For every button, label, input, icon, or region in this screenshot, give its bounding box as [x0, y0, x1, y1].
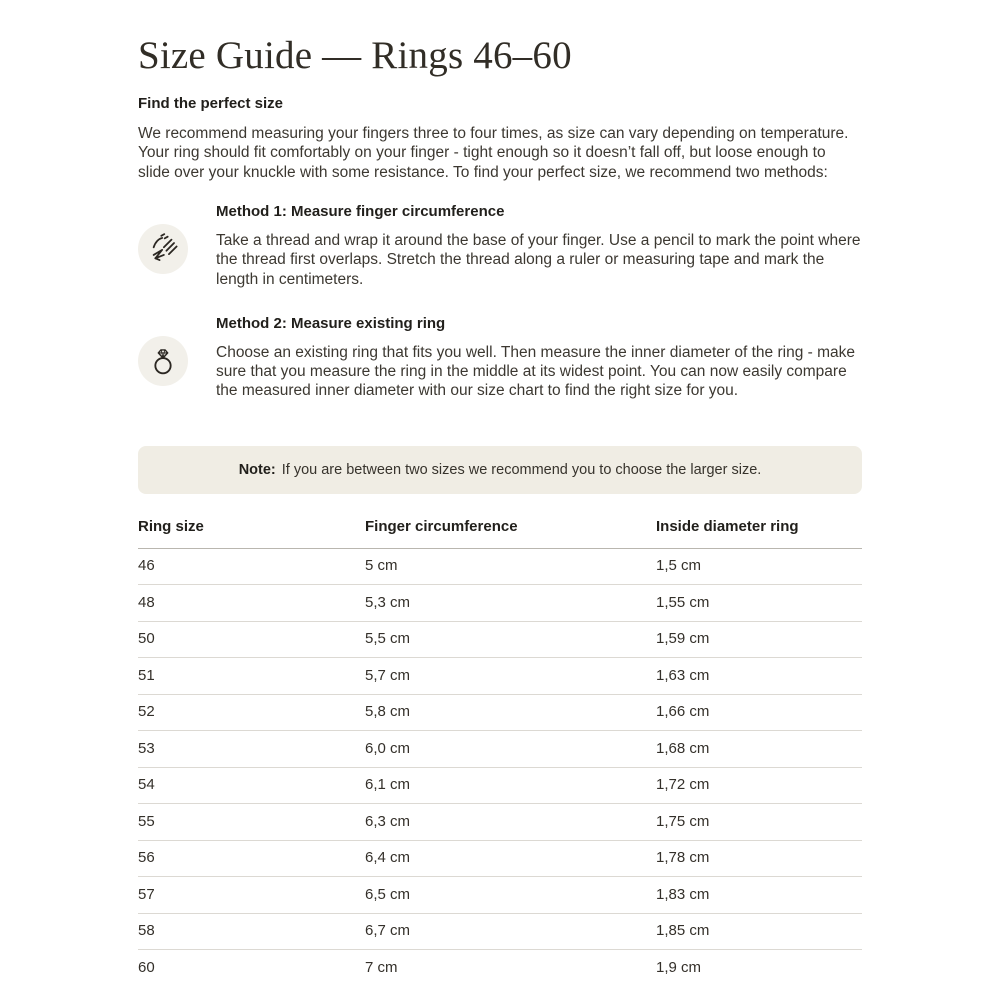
table-cell: 48: [138, 585, 365, 622]
table-cell: 55: [138, 804, 365, 841]
table-cell: 6,1 cm: [365, 767, 656, 804]
table-cell: 1,55 cm: [656, 585, 862, 622]
table-cell: 6,5 cm: [365, 877, 656, 914]
method-2-title: Method 2: Measure existing ring: [216, 314, 446, 332]
table-cell: 6,0 cm: [365, 731, 656, 768]
table-cell: 1,83 cm: [656, 877, 862, 914]
table-row: [138, 585, 862, 622]
table-cell: 1,59 cm: [656, 621, 862, 658]
column-header: Inside diameter ring: [656, 518, 862, 549]
table-row: [138, 658, 862, 695]
table-row: [138, 913, 862, 950]
method-2-content: [216, 314, 862, 401]
table-cell: 5,8 cm: [365, 694, 656, 731]
table-cell: 58: [138, 913, 365, 950]
column-header: Ring size: [138, 518, 365, 549]
table-cell: 56: [138, 840, 365, 877]
table-cell: 6,3 cm: [365, 804, 656, 841]
table-cell: 53: [138, 731, 365, 768]
table-cell: 1,9 cm: [656, 958, 702, 976]
table-row: [138, 767, 862, 804]
methods-section: [138, 202, 862, 401]
table-cell: 1,66 cm: [656, 694, 862, 731]
column-header: Finger circumference: [365, 518, 656, 549]
table-cell: 5,7 cm: [365, 658, 656, 695]
table-cell: 1,78 cm: [656, 840, 862, 877]
section-subtitle: Find the perfect size: [138, 95, 284, 113]
table-row: [138, 731, 862, 768]
table-cell: 7 cm: [365, 958, 398, 976]
table-cell: 5,5 cm: [365, 621, 656, 658]
hand-thread-sketch-icon: [138, 224, 188, 274]
table-row: [138, 950, 862, 986]
table-cell: 6,4 cm: [365, 840, 656, 877]
note-banner: [138, 446, 862, 494]
table-cell: 1,75 cm: [656, 804, 862, 841]
table-cell: 1,68 cm: [656, 731, 862, 768]
table-row: [138, 548, 862, 585]
table-row: [138, 621, 862, 658]
table-row: [138, 694, 862, 731]
table-cell: 1,85 cm: [656, 913, 862, 950]
note-label: Note:: [238, 461, 276, 478]
intro-paragraph: We recommend measuring your fingers three to four times, as size can vary depending on temperature. Your ring should fit comfortably on your finger - tight enough so it doesn’t fall off, but loose enough to slide over your knuckle with some resistance. To find your perfect size, we recommend two methods:: [138, 125, 849, 181]
table-cell: 5,3 cm: [365, 585, 656, 622]
table-cell: 1,5 cm: [656, 548, 862, 585]
size-table-header-row: [138, 518, 862, 549]
note-text: If you are between two sizes we recommend you to choose the larger size.: [281, 461, 762, 478]
table-row: [138, 840, 862, 877]
table-cell: 57: [138, 877, 365, 914]
table-row: [138, 804, 862, 841]
table-cell: 60: [138, 958, 155, 976]
method-1-block: [138, 202, 862, 289]
method-2-text: Choose an existing ring that fits you well. Then measure the inner diameter of the ring - make sure that you measure the ring in the middle at its widest point. You can now easily compare the measured inner diameter with our size chart to find the right size for you.: [216, 343, 855, 400]
table-row: [138, 877, 862, 914]
table-cell: 54: [138, 767, 365, 804]
method-1-content: [216, 202, 862, 289]
table-cell: 1,72 cm: [656, 767, 862, 804]
method-2-block: [138, 314, 862, 401]
table-cell: 1,63 cm: [656, 658, 862, 695]
diamond-ring-icon: [138, 336, 188, 386]
table-cell: 6,7 cm: [365, 913, 656, 950]
table-cell: 5 cm: [365, 548, 656, 585]
size-table-body: [138, 548, 862, 986]
table-cell: 50: [138, 621, 365, 658]
table-cell: 46: [138, 548, 365, 585]
ring-size-table: [138, 518, 862, 986]
method-1-text: Take a thread and wrap it around the base of your finger. Use a pencil to mark the point where the thread first overlaps. Stretch the thread along a ruler or measuring tape and mark the length in centimeters.: [216, 231, 861, 288]
page-title: Size Guide — Rings 46–60: [138, 34, 572, 77]
method-1-title: Method 1: Measure finger circumference: [216, 202, 505, 220]
table-cell: 51: [138, 658, 365, 695]
table-cell: 52: [138, 694, 365, 731]
